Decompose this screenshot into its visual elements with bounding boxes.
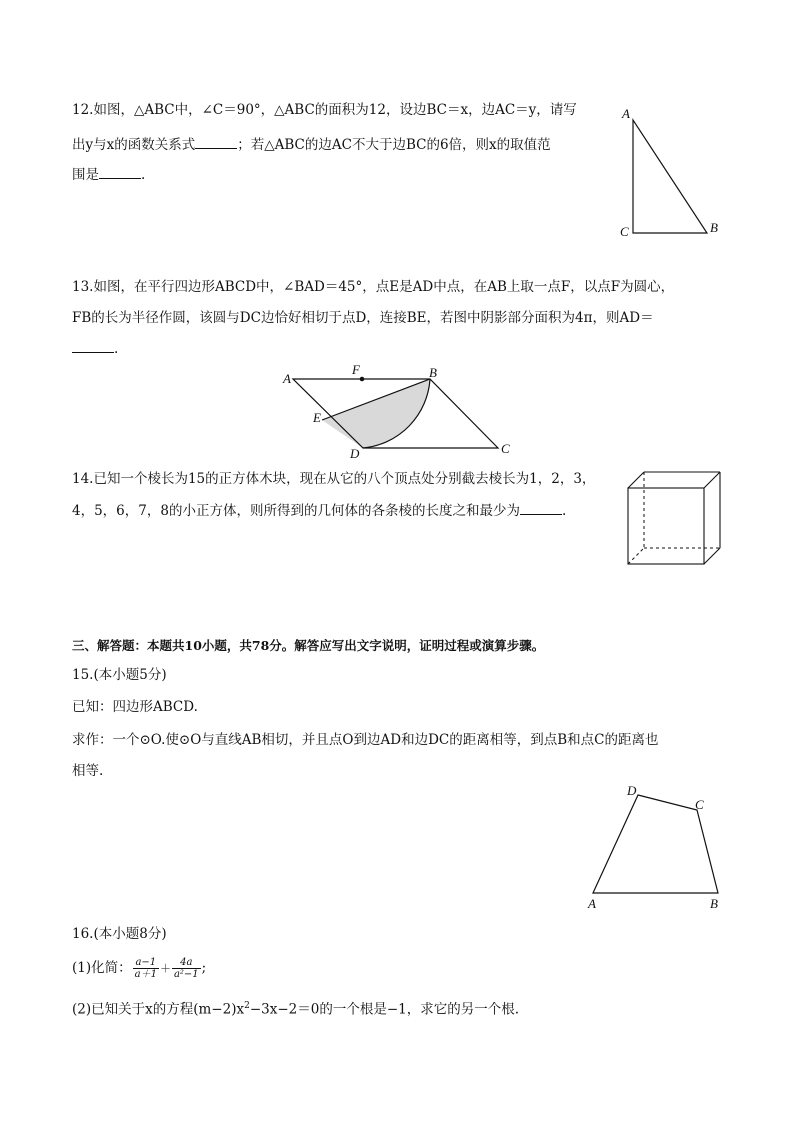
- q15-quadrilateral-figure: [580, 780, 730, 915]
- point-label-f: F: [352, 362, 360, 377]
- q12-line-3: [72, 164, 145, 185]
- fraction-1-denominator: a＋1: [134, 969, 157, 980]
- cube-edge: [704, 548, 720, 564]
- q12-line-3-part-b: .: [141, 167, 146, 183]
- answer-blank: [195, 134, 237, 149]
- q14-line-1: 14.已知一个棱长为15的正方体木块，现在从它的八个顶点处分别截去棱长为1，2，3，: [72, 471, 596, 487]
- q16-part-1: [72, 954, 206, 983]
- q13-parallelogram-figure: [280, 362, 520, 462]
- fraction-1-numerator: a−1: [133, 957, 159, 969]
- q13-line-1: 13.如图，在平行四边形ABCD中，∠BAD＝45°，点E是AD中点，在AB上取一点F，以点F为圆心，: [72, 279, 675, 295]
- vertex-label-c: C: [620, 224, 629, 239]
- point-f: [360, 377, 365, 382]
- vertex-label-a: A: [283, 371, 291, 386]
- vertex-label-c: C: [695, 797, 704, 812]
- q13-line-3: [72, 338, 118, 359]
- q15-title: 15.(本小题5分): [72, 667, 167, 683]
- vertex-label-b: B: [710, 896, 718, 911]
- q14-line-2: [72, 500, 566, 521]
- q14-line-2-part-a: 4，5，6，7，8的小正方体，则所得到的几何体的各条棱的长度之和最少为: [72, 503, 520, 519]
- q12-line-1: 12.如图，△ABC中，∠C＝90°，△ABC的面积为12，设边BC＝x，边AC＝y，请写: [72, 102, 577, 118]
- vertex-label-a: A: [588, 896, 596, 911]
- cube-edge: [628, 472, 644, 488]
- q16-part-2-text-b: −3x−2＝0的一个根是−1，求它的另一个根.: [249, 1001, 520, 1018]
- q12-line-2-part-b: ；若△ABC的边AC不大于边BC的6倍，则x的取值范: [237, 137, 551, 153]
- q12-line-2: [72, 134, 551, 155]
- fraction-1: [133, 957, 159, 980]
- cube-hidden-edge: [628, 548, 644, 564]
- cube-edge: [704, 472, 720, 488]
- answer-blank: [72, 338, 114, 353]
- q14-cube-figure: [622, 466, 727, 571]
- q13-line-2: FB的长为半径作圆，该圆与DC边恰好相切于点D，连接BE，若图中阴影部分面积为4π，则AD＝: [72, 310, 654, 326]
- point-label-e: E: [313, 410, 321, 425]
- q16-part-2: [72, 996, 519, 1020]
- vertex-label-b: B: [429, 365, 437, 380]
- fraction-2-numerator: 4a: [172, 957, 201, 969]
- q14-line-2-part-b: .: [561, 503, 567, 519]
- q13-line-3-end: .: [114, 341, 119, 357]
- q16-part-2-exponent: 2: [244, 1001, 250, 1011]
- answer-blank: [99, 164, 141, 179]
- vertex-label-c: C: [501, 441, 510, 456]
- cube-front-face: [628, 488, 704, 564]
- q16-part-1-prefix: (1)化简：: [72, 960, 132, 976]
- fraction-2-denominator: a²−1: [173, 969, 199, 980]
- vertex-label-d: D: [627, 783, 637, 798]
- q16-title: 16.(本小题8分): [72, 926, 167, 942]
- q16-part-2-text-a: (2)已知关于x的方程(m−2)x: [72, 1001, 245, 1018]
- section-heading: 三、解答题：本题共10小题，共78分。解答应写出文字说明，证明过程或演算步骤。: [72, 638, 545, 653]
- fraction-2: [172, 957, 201, 980]
- q12-line-2-part-a: 出y与x的函数关系式: [72, 137, 196, 153]
- plus-sign: ＋: [159, 962, 171, 975]
- vertex-label-b: B: [710, 220, 718, 235]
- q15-given: 已知：四边形ABCD.: [72, 699, 198, 715]
- vertex-label-d: D: [350, 446, 360, 461]
- q16-part-1-suffix: ;: [201, 960, 207, 976]
- triangle-abc: [633, 120, 707, 233]
- q12-triangle-figure: [610, 100, 730, 245]
- vertex-label-a: A: [622, 106, 630, 121]
- q15-task-line-2: 相等.: [72, 763, 104, 779]
- answer-blank: [520, 500, 562, 515]
- q12-line-3-part-a: 围是: [72, 167, 99, 183]
- q15-task-line-1: 求作：一个⊙O.使⊙O与直线AB相切，并且点O到边AD和边DC的距离相等，到点B和点C的距离也: [72, 732, 659, 748]
